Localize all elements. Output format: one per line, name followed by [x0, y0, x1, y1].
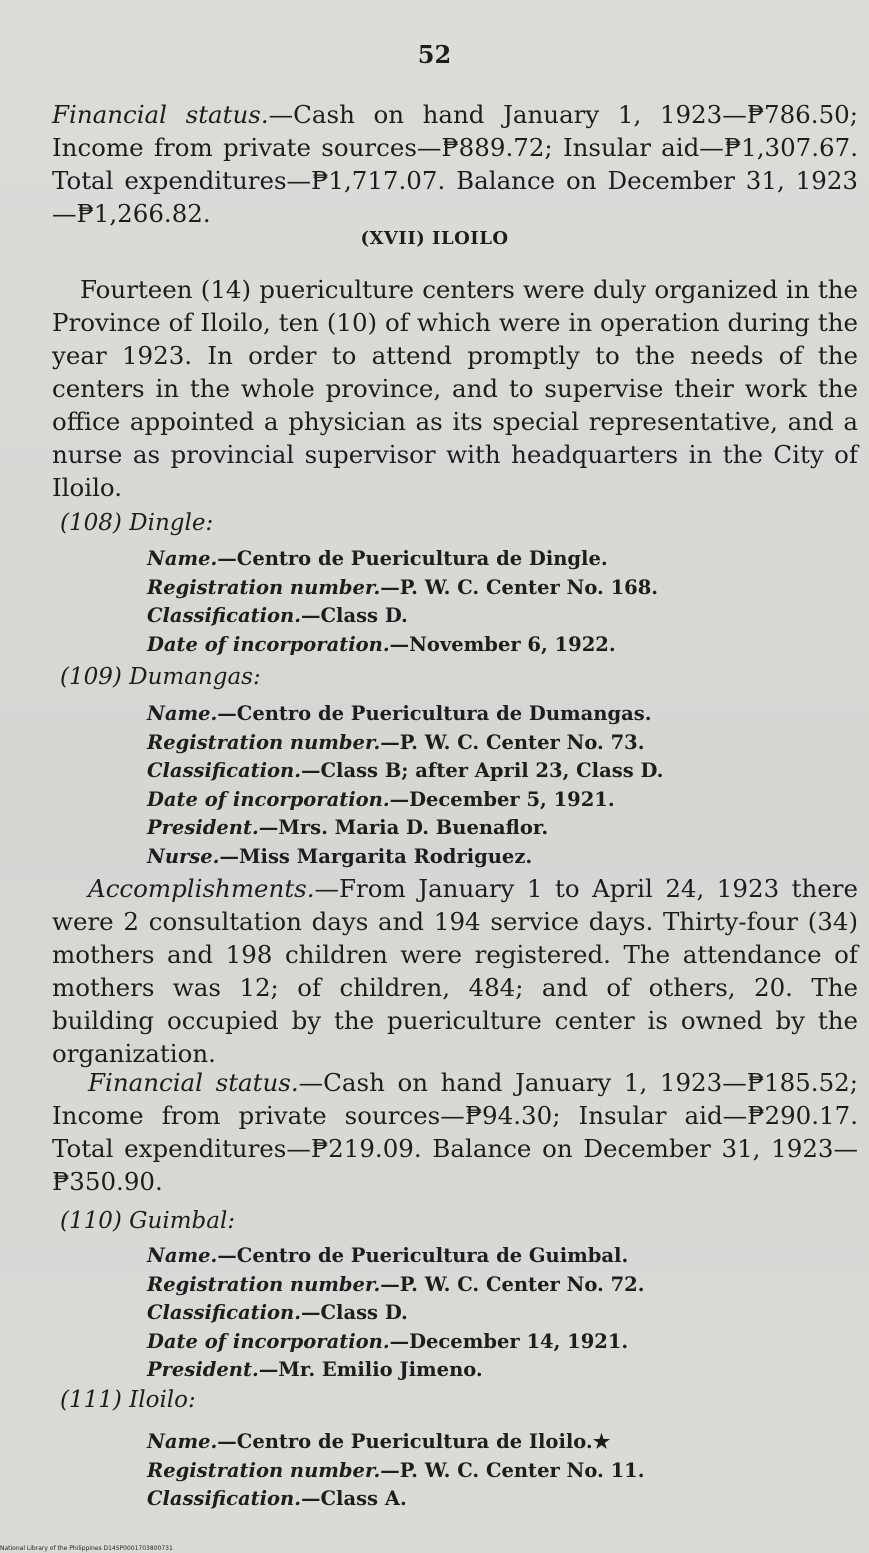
field-row: [147, 843, 847, 872]
paragraph-lead: Accomplishments.: [88, 874, 315, 903]
field-label: Registration number.: [147, 575, 381, 599]
field-value: —Miss Margarita Rodriguez.: [219, 844, 533, 868]
field-label: Date of incorporation.: [147, 787, 390, 811]
paragraph-text: —Cash on hand January 1, 1923—₱786.50; Income from private sources—₱889.72; Insular aid—₱1,307.67. Total expenditures—₱1,717.07. Balance on December 31, 1923—₱1,266.82.: [52, 100, 858, 228]
financial-status-paragraph-2: [52, 1066, 858, 1198]
field-row: [147, 729, 847, 758]
entry-title: (110) Guimbal:: [60, 1208, 236, 1234]
field-value: —November 6, 1922.: [389, 632, 616, 656]
paragraph-text: —Cash on hand January 1, 1923—₱185.52; Income from private sources—₱94.30; Insular aid—₱290.17. Total expenditures—₱219.09. Balance on December 31, 1923—₱350.90.: [52, 1068, 858, 1196]
field-row: [147, 1428, 847, 1457]
section-heading: (XVII) ILOILO: [360, 228, 509, 249]
field-value: —Mr. Emilio Jimeno.: [258, 1358, 483, 1381]
field-label: Registration number.: [147, 730, 381, 754]
entry-fields: [147, 1428, 847, 1514]
entry-title: (109) Dumangas:: [60, 664, 261, 690]
entry-fields: [147, 700, 847, 871]
field-row: [147, 1356, 847, 1385]
paragraph-text: —From January 1 to April 24, 1923 there were 2 consultation days and 194 service days. Thirty-four (34) mothers and 198 children were registered. The attendance of mothers was 12; of children, 484; and of others, 20. The building occupied by the puericulture center is owned by the organization.: [52, 874, 858, 1068]
field-label: Classification.: [147, 1301, 302, 1324]
field-row: [147, 631, 847, 660]
accomplishments-paragraph: [52, 872, 858, 1070]
field-row: [147, 786, 847, 815]
field-value: —Centro de Puericultura de Dingle.: [217, 547, 608, 570]
entry-title: (111) Iloilo:: [60, 1387, 196, 1413]
field-row: [147, 757, 847, 786]
field-label: Name.: [147, 547, 218, 570]
entry-fields: [147, 545, 847, 659]
field-row: [147, 545, 847, 574]
scan-footer: National Library of the Philippines D14SP0001703800731: [0, 1545, 173, 1552]
field-label: President.: [147, 1358, 259, 1381]
field-row: [147, 1299, 847, 1328]
field-row: [147, 1457, 847, 1486]
field-label: Name.: [147, 1244, 218, 1267]
field-value: —P. W. C. Center No. 168.: [380, 575, 659, 599]
field-value: —Class A.: [301, 1487, 407, 1510]
field-label: Classification.: [147, 1487, 302, 1510]
financial-status-paragraph-1: [52, 98, 858, 230]
field-value: —Centro de Puericultura de Dumangas.: [217, 702, 652, 725]
field-value: —P. W. C. Center No. 11.: [380, 1458, 645, 1482]
paragraph-lead: Financial status.: [52, 100, 269, 129]
page-number: 52: [417, 40, 452, 69]
field-row: [147, 700, 847, 729]
entry-fields: [147, 1242, 847, 1385]
field-row: [147, 602, 847, 631]
field-value: —December 14, 1921.: [389, 1329, 629, 1353]
field-value: —December 5, 1921.: [389, 787, 615, 811]
field-value: —Class B; after April 23, Class D.: [301, 759, 664, 782]
field-label: Registration number.: [147, 1458, 381, 1482]
entry-title: (108) Dingle:: [60, 510, 214, 536]
field-row: [147, 1271, 847, 1300]
paragraph-lead: Financial status.: [88, 1068, 299, 1097]
field-row: [147, 814, 847, 843]
field-row: [147, 1485, 847, 1514]
field-value: —Class D.: [301, 604, 408, 627]
field-label: Name.: [147, 702, 218, 725]
field-label: Date of incorporation.: [147, 1329, 390, 1353]
field-row: [147, 574, 847, 603]
field-label: Classification.: [147, 759, 302, 782]
field-label: Nurse.: [147, 844, 220, 868]
field-row: [147, 1242, 847, 1271]
field-value: —P. W. C. Center No. 72.: [380, 1272, 645, 1296]
field-label: Classification.: [147, 604, 302, 627]
field-label: Registration number.: [147, 1272, 381, 1296]
field-value: —Class D.: [301, 1301, 408, 1324]
intro-paragraph: Fourteen (14) puericulture centers were duly organized in the Province of Iloilo, ten (10) of which were in operation during the year 1923. In order to attend promptly to the needs of the centers in the whole province, and to supervise their work the office appointed a physician as its special representative, and a nurse as provincial supervisor with headquarters in the City of Iloilo.: [52, 275, 858, 502]
field-value: —Mrs. Maria D. Buenaflor.: [258, 816, 549, 839]
field-value: —Centro de Puericultura de Guimbal.: [217, 1244, 629, 1267]
field-label: Date of incorporation.: [147, 632, 390, 656]
field-value: —P. W. C. Center No. 73.: [380, 730, 645, 754]
field-row: [147, 1328, 847, 1357]
field-label: President.: [147, 816, 259, 839]
field-label: Name.: [147, 1430, 218, 1453]
field-value: —Centro de Puericultura de Iloilo.★: [217, 1430, 611, 1453]
